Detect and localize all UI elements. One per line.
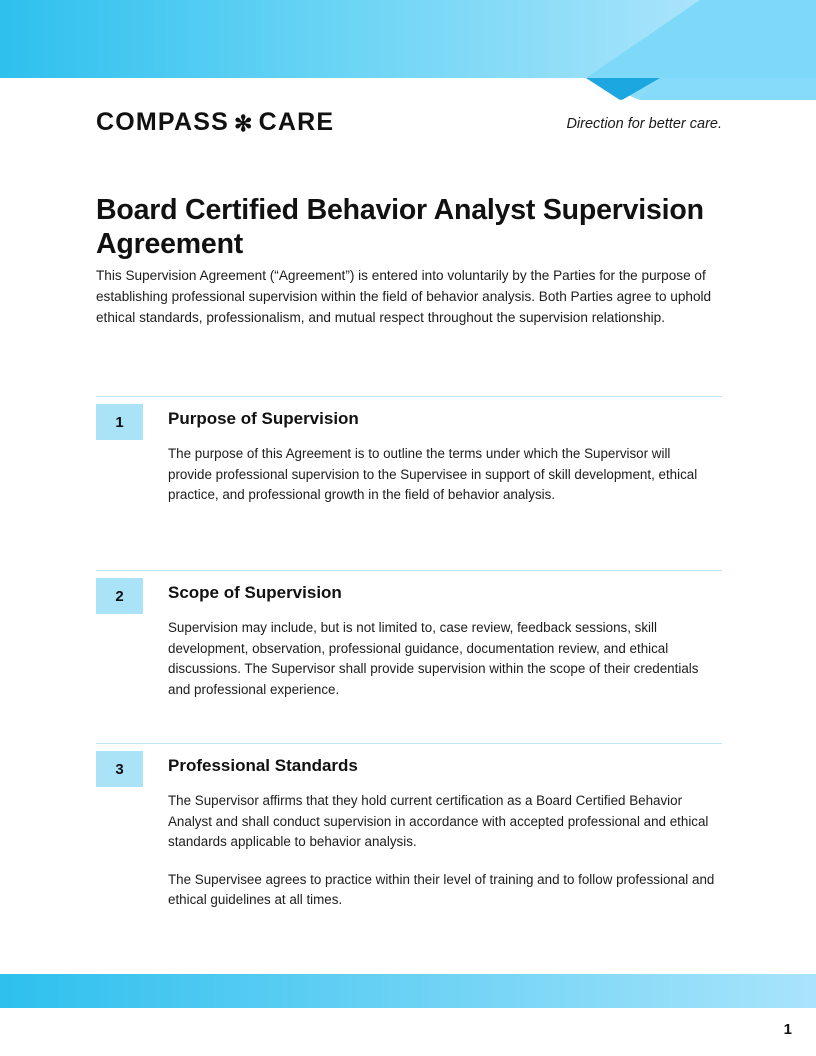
brand-tagline: Direction for better care. <box>566 116 722 132</box>
section-paragraph: The Supervisor affirms that they hold current certification as a Board Certified Behavior Analyst and shall conduct supervision in accordance with accepted professional and ethical standards applicable to behavior analysis. <box>168 793 709 849</box>
compass-star-icon: ✻ <box>233 110 254 136</box>
section-body <box>168 444 718 506</box>
section-heading: Professional Standards <box>168 756 358 775</box>
section-paragraph: The purpose of this Agreement is to outline the terms under which the Supervisor will provide professional supervision to the Supervisee in support of skill development, ethical practice, and professional growth in the field of behavior analysis. <box>168 446 698 502</box>
section-divider <box>96 570 722 571</box>
section-body <box>168 791 718 911</box>
section-number-badge: 1 <box>96 404 143 440</box>
section-number-badge: 2 <box>96 578 143 614</box>
section-paragraph: The Supervisee agrees to practice within their level of training and to follow professional and ethical guidelines at all times. <box>168 871 715 907</box>
page-number: 1 <box>783 1021 792 1038</box>
section-divider <box>96 743 722 744</box>
logo-text-left: COMPASS <box>96 108 229 136</box>
section-divider <box>96 396 722 397</box>
intro-paragraph: This Supervision Agreement (“Agreement”) is entered into voluntarily by the Parties for the purpose of establishing professional supervision within the field of behavior analysis. Both Parties agree to uphold ethical standards, professionalism, and mutual respect throughout the supervision relationship. <box>96 268 712 325</box>
section-heading: Scope of Supervision <box>168 583 342 602</box>
document-header <box>96 108 722 142</box>
bottom-banner-graphic <box>0 974 816 1056</box>
logo-text-right: CARE <box>258 108 335 136</box>
section-body <box>168 618 718 700</box>
top-banner-graphic <box>0 0 816 100</box>
section-paragraph: Supervision may include, but is not limited to, case review, feedback sessions, skill development, observation, professional guidance, documentation review, and ethical discussions. The Supervisor shall provide supervision within the scope of their credentials and professional experience. <box>168 620 699 697</box>
page-title: Board Certified Behavior Analyst Supervision Agreement <box>96 194 704 261</box>
brand-logo <box>96 108 334 137</box>
section-heading: Purpose of Supervision <box>168 409 359 428</box>
section-number-badge: 3 <box>96 751 143 787</box>
